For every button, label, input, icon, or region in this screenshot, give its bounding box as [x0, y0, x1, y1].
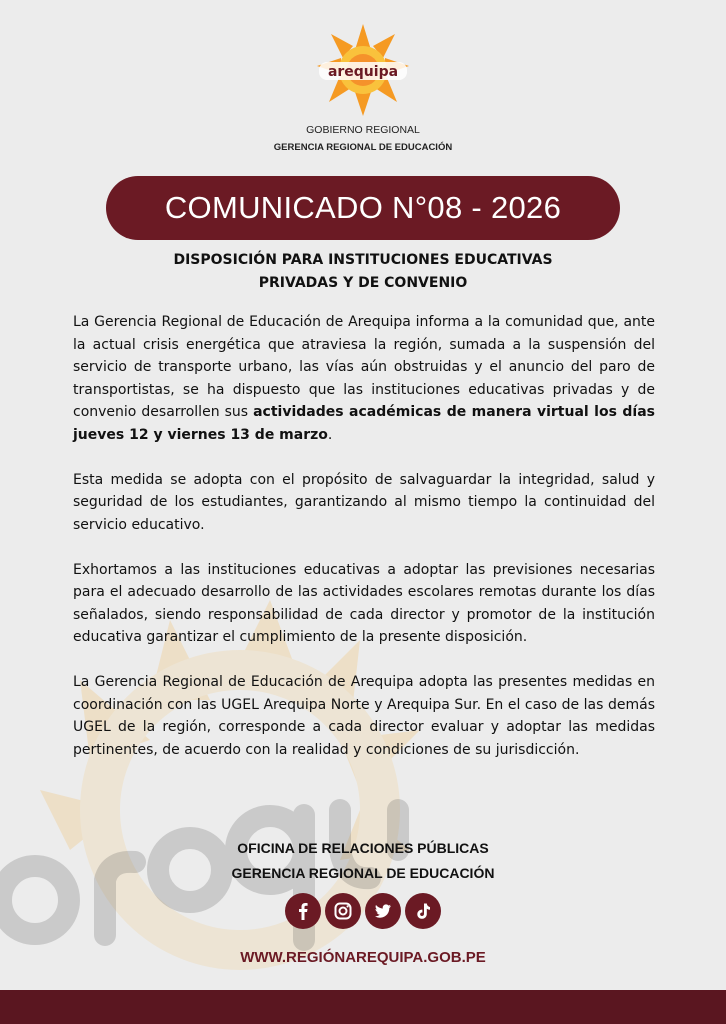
communique-body — [73, 311, 655, 784]
communique-banner — [106, 176, 620, 240]
communique-title: COMUNICADO N°08 - 2026 — [164, 190, 562, 225]
department-label: GERENCIA REGIONAL DE EDUCACIÓN — [273, 142, 453, 153]
government-label: GOBIERNO REGIONAL — [306, 124, 420, 136]
bottom-bar — [0, 990, 726, 1024]
paragraph-4: La Gerencia Regional de Educación de Arequipa adopta las presentes medidas en coordinación con las UGEL Arequipa Norte y Arequipa Sur. En el caso de las demás UGEL de la región, corresponde a cada director evaluar y adoptar las medidas pertinentes, de acuerdo con la realidad y condiciones de su jurisdicción. — [73, 674, 655, 758]
twitter-icon[interactable] — [365, 893, 401, 929]
office-label: OFICINA DE RELACIONES PÚBLICAS — [237, 840, 489, 856]
subtitle — [0, 249, 726, 295]
paragraph-3: Exhortamos a las instituciones educativas a adoptar las previsiones necesarias para el adecuado desarrollo de las actividades escolares remotas durante los días señalados, siendo responsabilidad de cada director y promotor de la institución educativa garantizar el cumplimiento de la presente disposición. — [73, 561, 655, 645]
paragraph-1 — [73, 311, 655, 446]
paragraph-1-text: La Gerencia Regional de Educación de Arequipa informa a la comunidad que, ante la actual crisis energética que atraviesa la región, sumada a la suspensión del servicio de transporte urbano, las vías aún obstruidas y el anuncio del paro de transportistas, se ha dispuesto que las instituciones educativas privadas y de convenio desarrollen sus — [73, 314, 655, 420]
tiktok-icon[interactable] — [405, 893, 441, 929]
logo-wordmark: arequipa — [327, 64, 399, 80]
paragraph-1-end: . — [327, 426, 333, 443]
subtitle-line-2: PRIVADAS Y DE CONVENIO — [258, 275, 468, 291]
social-links — [0, 893, 726, 929]
paragraph-1-highlight: actividades académicas de manera virtual los días jueves 12 y viernes 13 de marzo — [73, 404, 655, 443]
paragraph-2: Esta medida se adopta con el propósito de salvaguardar la integridad, salud y seguridad de los estudiantes, garantizando al mismo tiempo la continuidad del servicio educativo. — [73, 471, 655, 533]
subtitle-line-1: DISPOSICIÓN PARA INSTITUCIONES EDUCATIVAS — [173, 252, 553, 268]
footer-department-label: GERENCIA REGIONAL DE EDUCACIÓN — [231, 865, 495, 881]
header — [0, 22, 726, 118]
website-link[interactable]: WWW.REGIÓNAREQUIPA.GOB.PE — [240, 949, 486, 966]
facebook-icon[interactable] — [285, 893, 321, 929]
sun-logo-icon — [313, 22, 413, 118]
instagram-icon[interactable] — [325, 893, 361, 929]
